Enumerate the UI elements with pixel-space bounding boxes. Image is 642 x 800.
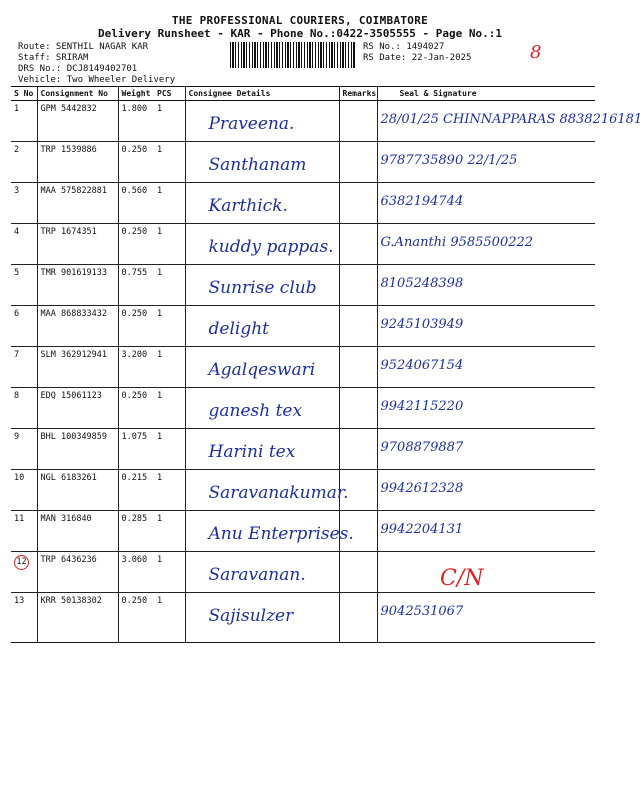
cell-signature [377, 347, 595, 388]
cell-consignee [185, 347, 339, 388]
table-body [11, 101, 642, 643]
col-header-signature: Seal & Signature [377, 87, 595, 101]
cell-signature [377, 101, 642, 142]
cell-consignment: NGL 6183261 [37, 470, 118, 511]
rs-number: RS No.: 1494027 [363, 42, 445, 52]
sno-value: 3 [14, 186, 20, 196]
cell-consignee [185, 183, 339, 224]
cell-consignee [185, 552, 339, 593]
cell-pcs: 1 [154, 183, 185, 224]
staff-label: Staff: SRIRAM [18, 53, 89, 63]
cell-pcs: 1 [154, 470, 185, 511]
cell-consignment: TRP 1539886 [37, 142, 118, 183]
cell-sno [11, 429, 37, 470]
table-row [11, 183, 595, 224]
cell-consignee [185, 429, 339, 470]
cell-remarks [339, 183, 377, 224]
cell-sno [11, 306, 37, 347]
cell-consignment: TRP 6436236 [37, 552, 118, 593]
sno-value: 1 [14, 104, 20, 114]
cell-sno [11, 183, 37, 224]
cell-signature-text: 28/01/25 CHINNAPPARAS 8838216181 [380, 112, 642, 127]
cell-remarks [339, 265, 377, 306]
cell-signature [377, 224, 595, 265]
cell-consignee [185, 265, 339, 306]
cell-consignee-text: Saravanan. [208, 565, 306, 585]
delivery-table [11, 86, 642, 643]
cell-consignee-text: Karthick. [208, 196, 288, 216]
cell-sno [11, 101, 37, 142]
table-row [11, 552, 595, 593]
cell-sno [11, 265, 37, 306]
sno-value: 13 [14, 596, 25, 606]
cell-weight: 0.250 [118, 142, 154, 183]
sno-value: 7 [14, 350, 20, 360]
cell-consignee-text: Santhanam [208, 155, 307, 175]
cell-pcs: 1 [154, 593, 185, 643]
cell-consignee-text: Sajisulzer [208, 606, 294, 626]
cell-signature [377, 429, 595, 470]
cell-pcs: 1 [154, 429, 185, 470]
cell-consignee [185, 511, 354, 552]
cell-consignee-text: Saravanakumar. [208, 483, 349, 503]
cell-consignment: MAA 575822881 [37, 183, 118, 224]
table-header-row [11, 87, 595, 101]
cell-consignee [185, 101, 339, 142]
cell-signature-text: 9524067154 [380, 358, 464, 373]
cell-pcs: 1 [154, 142, 185, 183]
cell-weight: 0.250 [118, 593, 154, 643]
cell-consignment: KRR 50138302 [37, 593, 118, 643]
cell-sno [11, 347, 37, 388]
cell-sno [11, 511, 37, 552]
cell-weight: 0.250 [118, 388, 154, 429]
cell-consignment: MAN 316840 [37, 511, 118, 552]
table-row [11, 429, 595, 470]
cell-signature-text: 9942115220 [380, 399, 464, 414]
sno-value: 2 [14, 145, 20, 155]
cell-consignment: TRP 1674351 [37, 224, 118, 265]
sno-value: 10 [14, 473, 25, 483]
cell-consignee [185, 306, 339, 347]
cell-signature [377, 511, 595, 552]
cell-weight: 0.560 [118, 183, 154, 224]
cell-consignment: MAA 868833432 [37, 306, 118, 347]
cell-remarks [339, 429, 377, 470]
cell-signature-text: 9787735890 22/1/25 [380, 153, 518, 168]
cell-signature-text: 8105248398 [380, 276, 464, 291]
cell-weight: 3.060 [118, 552, 154, 593]
cell-weight: 0.215 [118, 470, 154, 511]
col-header-consignment: Consignment No [37, 87, 118, 101]
cell-weight: 0.250 [118, 224, 154, 265]
cell-pcs: 1 [154, 388, 185, 429]
cell-pcs: 1 [154, 306, 185, 347]
sno-value: 8 [14, 391, 20, 401]
cell-pcs: 1 [154, 224, 185, 265]
cell-signature-text: 9942612328 [380, 481, 464, 496]
cell-signature-text: 9942204131 [380, 522, 464, 537]
cell-signature-text: 6382194744 [380, 194, 464, 209]
table-row [11, 265, 595, 306]
cell-remarks [339, 593, 377, 643]
col-header-pcs: PCS [154, 87, 185, 101]
col-header-sno: S No [11, 87, 37, 101]
cell-consignee-text: kuddy pappas. [208, 237, 334, 257]
cell-consignee-text: Anu Enterprises. [208, 524, 354, 544]
cell-sno [11, 552, 37, 593]
sno-value: 4 [14, 227, 20, 237]
handwritten-cn-mark: C/N [440, 566, 484, 591]
table-row [11, 388, 595, 429]
table-row [11, 511, 595, 552]
cell-sno [11, 224, 37, 265]
handwritten-corner-mark: 8 [530, 42, 542, 63]
cell-pcs: 1 [154, 101, 185, 142]
cell-pcs: 1 [154, 265, 185, 306]
barcode-image [230, 42, 356, 68]
cell-consignment: TMR 901619133 [37, 265, 118, 306]
table-row [11, 101, 595, 142]
rs-date: RS Date: 22-Jan-2025 [363, 53, 472, 63]
sno-value: 9 [14, 432, 20, 442]
cell-pcs: 1 [154, 347, 185, 388]
cell-signature [377, 552, 595, 593]
table-row [11, 593, 595, 643]
cell-remarks [339, 388, 377, 429]
cell-weight: 1.800 [118, 101, 154, 142]
col-header-weight: Weight [118, 87, 154, 101]
cell-signature [377, 388, 595, 429]
cell-remarks [339, 306, 377, 347]
cell-signature [377, 142, 595, 183]
cell-signature [377, 306, 595, 347]
cell-pcs: 1 [154, 552, 185, 593]
cell-signature [377, 265, 595, 306]
cell-consignee-text: delight [208, 319, 269, 339]
cell-consignment: BHL 100349859 [37, 429, 118, 470]
cell-remarks [339, 101, 377, 142]
cell-sno [11, 470, 37, 511]
cell-pcs: 1 [154, 511, 185, 552]
cell-consignee-text: Agalqeswari [208, 360, 316, 380]
cell-consignee [185, 142, 339, 183]
cell-sno [11, 593, 37, 643]
cell-remarks [339, 552, 377, 593]
cell-signature-text: G.Ananthi 9585500222 [380, 235, 534, 250]
sno-value: 5 [14, 268, 20, 278]
cell-weight: 1.075 [118, 429, 154, 470]
cell-signature-text: 9245103949 [380, 317, 464, 332]
cell-consignment: SLM 362912941 [37, 347, 118, 388]
company-title: THE PROFESSIONAL COURIERS, COIMBATORE [171, 14, 429, 27]
cell-weight: 0.285 [118, 511, 154, 552]
cell-consignee-text: Harini tex [208, 442, 296, 462]
cell-signature [377, 470, 595, 511]
vehicle-label: Vehicle: Two Wheeler Delivery [18, 75, 176, 85]
cell-consignee [185, 593, 339, 643]
cell-signature [377, 593, 595, 643]
cell-signature [377, 183, 595, 224]
cell-consignee-text: Sunrise club [208, 278, 317, 298]
table-row [11, 142, 595, 183]
cell-signature-text: 9708879887 [380, 440, 464, 455]
cell-remarks [339, 142, 377, 183]
cell-remarks [339, 347, 377, 388]
cell-consignment: EDQ 15061123 [37, 388, 118, 429]
sno-value: 11 [14, 514, 25, 524]
cell-signature-text: 9042531067 [380, 604, 464, 619]
sno-value: 6 [14, 309, 20, 319]
route-label: Route: SENTHIL NAGAR KAR [18, 42, 149, 52]
table-row [11, 306, 595, 347]
cell-consignee [185, 470, 349, 511]
cell-consignee-text: Praveena. [208, 114, 295, 134]
table-row [11, 224, 595, 265]
sno-value: 12 [14, 555, 29, 570]
cell-weight: 3.200 [118, 347, 154, 388]
cell-weight: 0.250 [118, 306, 154, 347]
cell-consignee-text: ganesh tex [208, 401, 303, 421]
col-header-consignee: Consignee Details [185, 87, 339, 101]
cell-consignee [185, 224, 339, 265]
cell-sno [11, 142, 37, 183]
cell-sno [11, 388, 37, 429]
cell-remarks [339, 224, 377, 265]
table-row [11, 347, 595, 388]
cell-weight: 0.755 [118, 265, 154, 306]
runsheet-subtitle: Delivery Runsheet - KAR - Phone No.:0422-3505555 - Page No.:1 [98, 27, 502, 40]
drs-label: DRS No.: DCJ8149402701 [18, 64, 138, 74]
col-header-remarks: Remarks [339, 87, 377, 101]
table-row [11, 470, 595, 511]
cell-consignment: GPM 5442832 [37, 101, 118, 142]
cell-consignee [185, 388, 339, 429]
